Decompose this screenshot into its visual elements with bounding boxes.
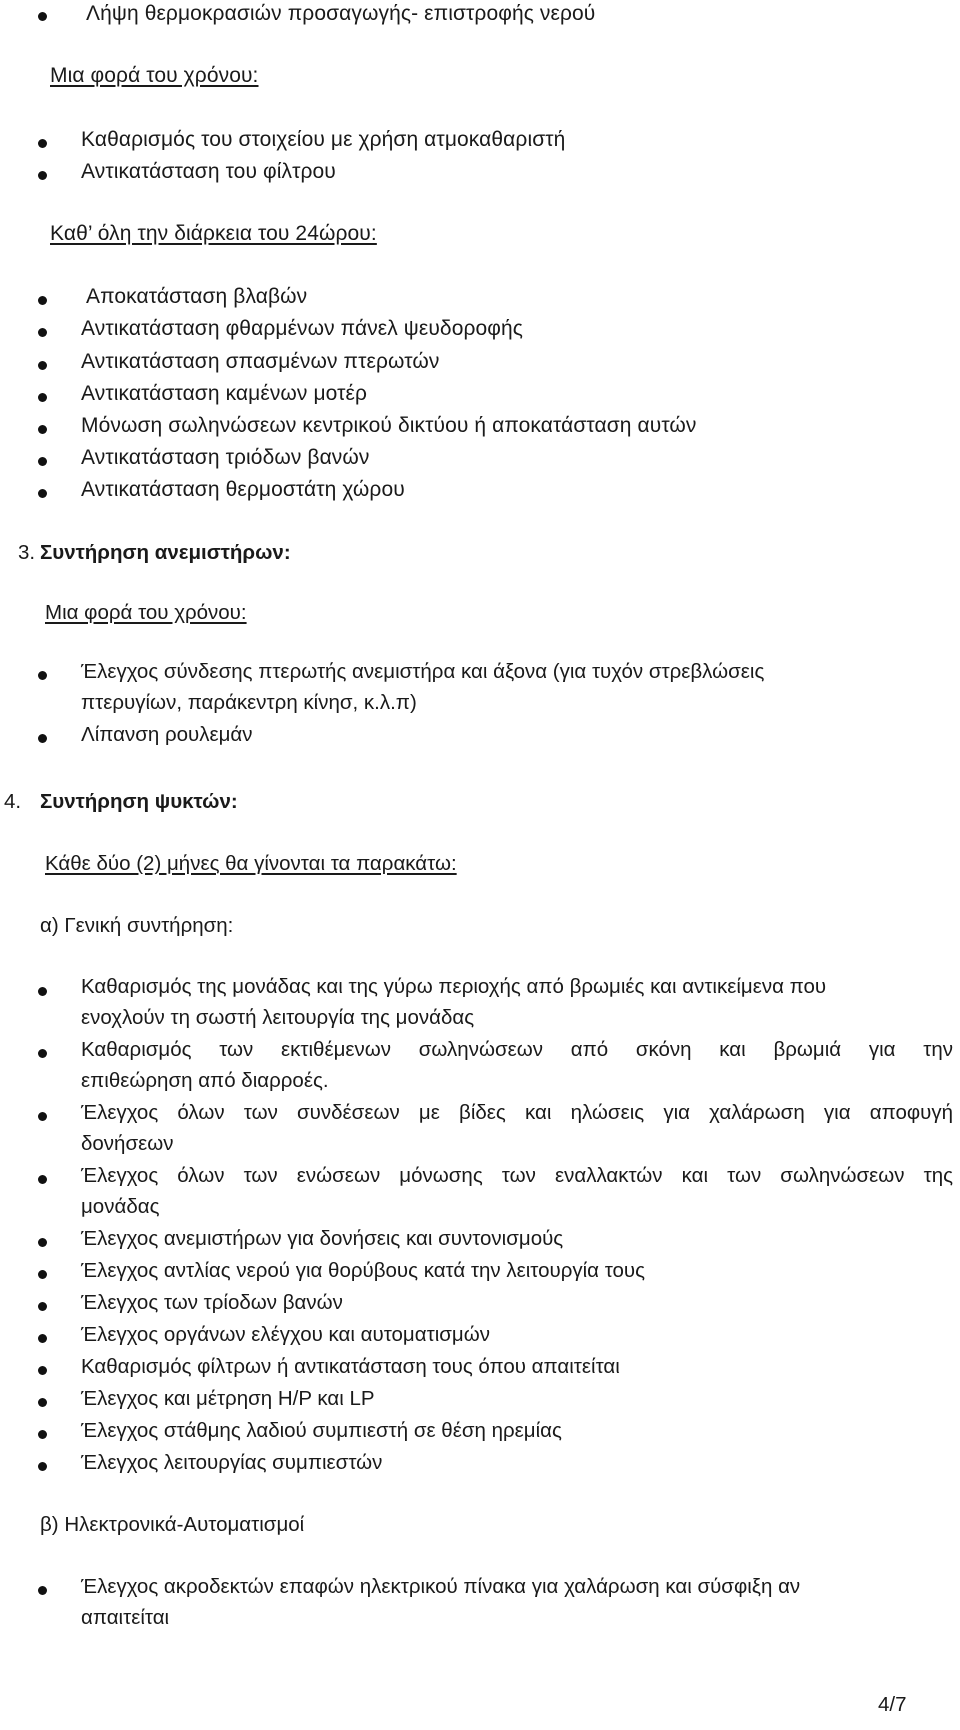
bullet-icon [38, 1586, 47, 1595]
list-item-continuation: επιθεώρηση από διαρροές. [81, 1069, 329, 1092]
bullet-icon [38, 12, 47, 21]
section-title: Συντήρηση ψυκτών: [40, 790, 238, 813]
list-item: Έλεγχος στάθμης λαδιού συμπιεστή σε θέση ηρεμίας [81, 1419, 562, 1442]
bullet-icon [38, 393, 47, 402]
bullet-icon [38, 1175, 47, 1184]
list-item-continuation: ενοχλούν τη σωστή λειτουργία της μονάδας [81, 1006, 475, 1029]
bullet-icon [38, 987, 47, 996]
bullet-icon [38, 1462, 47, 1471]
list-item-continuation: πτερυγίων, παράκεντρη κίνησ, κ.λ.π) [81, 691, 417, 714]
list-item: Έλεγχος αντλίας νερού για θορύβους κατά την λειτουργία τους [81, 1259, 646, 1282]
list-item-continuation: μονάδας [81, 1195, 160, 1218]
list-item: Έλεγχος λειτουργίας συμπιεστών [81, 1451, 383, 1474]
bullet-icon [38, 425, 47, 434]
list-item: Έλεγχος των τρίοδων βανών [81, 1291, 343, 1314]
list-item: Καθαρισμός των εκτιθέμενων σωληνώσεων από σκόνη και βρωμιά για την [81, 1038, 953, 1061]
bullet-icon [38, 1398, 47, 1407]
bullet-icon [38, 139, 47, 148]
list-item: Έλεγχος ακροδεκτών επαφών ηλεκτρικού πίνακα για χαλάρωση και σύσφιξη αν [81, 1575, 801, 1598]
daily-heading: Καθ’ όλη την διάρκεια του 24ώρου: [50, 222, 377, 245]
list-item: Καθαρισμός φίλτρων ή αντικατάσταση τους όπου απαιτείται [81, 1355, 620, 1378]
list-item: Έλεγχος ανεμιστήρων για δονήσεις και συντονισμούς [81, 1227, 564, 1250]
bullet-icon [38, 734, 47, 743]
section-number: 4. [4, 790, 22, 813]
bullet-icon [38, 296, 47, 305]
section-number: 3. [18, 541, 36, 564]
bullet-icon [38, 1334, 47, 1343]
section-title: Συντήρηση ανεμιστήρων: [40, 541, 291, 564]
list-item: Αντικατάσταση του φίλτρου [81, 160, 336, 183]
list-item: Λίπανση ρουλεμάν [81, 723, 253, 746]
bullet-icon [38, 457, 47, 466]
bullet-icon [38, 1430, 47, 1439]
page-number: 4/7 [878, 1693, 907, 1716]
bullet-icon [38, 489, 47, 498]
bullet-icon [38, 171, 47, 180]
bullet-icon [38, 1238, 47, 1247]
list-item: Αποκατάσταση βλαβών [86, 285, 308, 308]
list-item: Έλεγχος όλων των ενώσεων μόνωσης των εναλλακτών και των σωληνώσεων της [81, 1164, 953, 1187]
list-item: Καθαρισμός της μονάδας και της γύρω περιοχής από βρωμιές και αντικείμενα που [81, 975, 827, 998]
bullet-icon [38, 1049, 47, 1058]
bullet-icon [38, 1112, 47, 1121]
list-item: Αντικατάσταση φθαρμένων πάνελ ψευδοροφής [81, 317, 524, 340]
subsection-heading: β) Ηλεκτρονικά-Αυτοματισμοί [40, 1513, 305, 1536]
list-item: Μόνωση σωληνώσεων κεντρικού δικτύου ή αποκατάσταση αυτών [81, 414, 697, 437]
list-item: Αντικατάσταση σπασμένων πτερωτών [81, 350, 440, 373]
list-item: Έλεγχος όλων των συνδέσεων με βίδες και ηλώσεις για χαλάρωση για αποφυγή [81, 1101, 953, 1124]
list-item: Αντικατάσταση θερμοστάτη χώρου [81, 478, 405, 501]
list-item: Αντικατάσταση καμένων μοτέρ [81, 382, 368, 405]
bullet-icon [38, 328, 47, 337]
bullet-icon [38, 361, 47, 370]
yearly-heading: Μια φορά του χρόνου: [50, 64, 259, 87]
list-item: Αντικατάσταση τριόδων βανών [81, 446, 370, 469]
bullet-icon [38, 671, 47, 680]
list-item: Έλεγχος σύνδεσης πτερωτής ανεμιστήρα και άξονα (για τυχόν στρεβλώσεις [81, 660, 765, 683]
list-item-continuation: δονήσεων [81, 1132, 174, 1155]
bullet-icon [38, 1270, 47, 1279]
list-item: Λήψη θερμοκρασιών προσαγωγής- επιστροφής νερού [86, 2, 596, 25]
bullet-icon [38, 1302, 47, 1311]
list-item: Καθαρισμός του στοιχείου με χρήση ατμοκαθαριστή [81, 128, 566, 151]
list-item-continuation: απαιτείται [81, 1606, 170, 1629]
section-subheading: Κάθε δύο (2) μήνες θα γίνονται τα παρακάτω: [45, 852, 457, 875]
bullet-icon [38, 1366, 47, 1375]
list-item: Έλεγχος και μέτρηση H/P και LP [81, 1387, 375, 1410]
subsection-heading: α) Γενική συντήρηση: [40, 914, 234, 937]
list-item: Έλεγχος οργάνων ελέγχου και αυτοματισμών [81, 1323, 490, 1346]
section-subheading: Μια φορά του χρόνου: [45, 601, 247, 624]
